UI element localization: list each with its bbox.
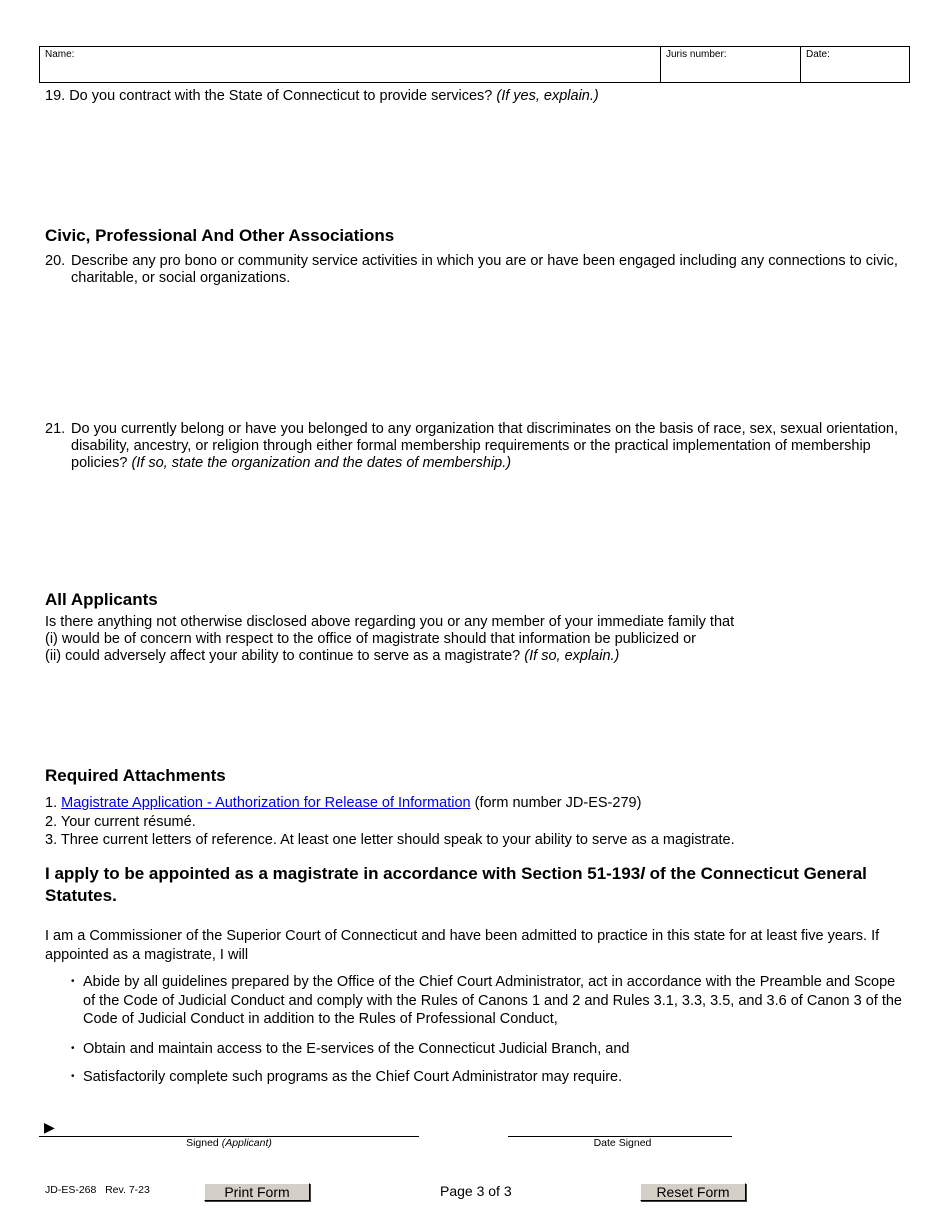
attachments-list [45,794,910,850]
all-applicants-line-3-wrap [45,648,910,665]
question-21 [45,421,910,472]
signature-field[interactable] [62,1112,419,1136]
page-number: Page 3 of 3 [440,1183,512,1199]
date-label: Date: [806,49,830,60]
answer-21-field[interactable] [39,477,910,583]
all-applicants-question [45,614,910,665]
question-21-number: 21. [45,421,66,437]
all-applicants-line-2: (i) would be of concern with respect to the office of magistrate should that information be publicized or [45,631,696,647]
civic-associations-heading: Civic, Professional And Other Associations [45,226,395,245]
question-19-text: Do you contract with the State of Connecticut to provide services? [69,88,493,104]
name-field[interactable] [40,47,661,82]
answer-20-field[interactable] [39,292,910,412]
question-20 [45,253,910,287]
declaration-bullet-1-text: Abide by all guidelines prepared by the Office of the Chief Court Administrator, act in accordance with the Preamble and Scope of the Code of Judicial Conduct and comply with the Rules of Canons 1 and 2 and Rules 3.1, 3.3, 3.5, and 3.6 of Canon 3 of the Code of Judicial Conduct in addition to the Rules of Professional Conduct, [83,974,902,1027]
all-applicants-note: (If so, explain.) [524,648,620,664]
attachment-item-2: 2. Your current résumé. [45,813,196,830]
question-20-text: Describe any pro bono or community service activities in which you are or have been engaged including any connections to civic, charitable, or social organizations. [71,253,898,286]
declaration-bullet-1 [71,973,910,1029]
question-21-note: (If so, state the organization and the dates of membership.) [131,455,512,471]
juris-number-label: Juris number: [666,49,727,60]
signature-arrow-icon: ▶ [44,1119,55,1135]
attachment-item-3: 3. Three current letters of reference. At least one letter should speak to your ability to serve as a magistrate. [45,832,735,848]
authorization-release-link[interactable]: Magistrate Application - Authorization for Release of Information [61,795,471,811]
question-21-body: Do you currently belong or have you belonged to any organization that discriminates on the basis of race, sex, sexual orientation, disability, ancestry, or religion through either formal membership requirements or the practical implementation of membership policies? [71,421,898,471]
date-signed-label: Date Signed [593,1137,652,1149]
question-21-text [45,421,910,472]
signed-note: (Applicant) [221,1137,272,1149]
attachment-item-1-suffix: (form number JD-ES-279) [474,795,642,811]
question-20-number: 20. [45,253,66,269]
juris-number-field[interactable] [661,47,801,82]
signature-caption [39,1137,419,1149]
declaration-heading-part-1: I apply to be appointed as a magistrate in accordance with Section 51-193 [45,864,641,883]
declaration-heading [45,863,910,907]
attachment-item-1 [45,794,910,813]
declaration-heading-part-2: of the Connecticut General Statutes. [45,864,867,905]
answer-all-applicants-field[interactable] [39,670,910,760]
date-field[interactable] [801,47,909,82]
header-fields-box [39,46,910,83]
required-attachments-heading: Required Attachments [45,766,226,785]
question-19-note: (If yes, explain.) [496,88,599,104]
declaration-bullet-3-text: Satisfactorily complete such programs as the Chief Court Administrator may require. [83,1069,623,1085]
declaration-bullet-3 [71,1068,910,1087]
declaration-bullet-2 [71,1040,910,1059]
bullet-dot-icon: • [71,1071,75,1082]
name-label: Name: [45,49,75,60]
declaration-intro: I am a Commissioner of the Superior Court of Connecticut and have been admitted to practice in this state for at least five years. If appointed as a magistrate, I will [45,928,880,963]
question-19 [45,88,599,105]
reset-form-button[interactable]: Reset Form [640,1183,746,1201]
bullet-dot-icon: • [71,976,75,987]
all-applicants-line-3: (ii) could adversely affect your ability to continue to serve as a magistrate? [45,648,521,664]
answer-19-field[interactable] [39,108,910,220]
bullet-dot-icon: • [71,1043,75,1054]
attachment-item-1-number: 1. [45,795,58,811]
form-id: JD-ES-268 Rev. 7-23 [45,1184,150,1196]
declaration-heading-italic: l [640,864,645,883]
signed-label: Signed [186,1137,219,1149]
all-applicants-heading: All Applicants [45,590,158,609]
print-form-button[interactable]: Print Form [204,1183,310,1201]
declaration-bullet-2-text: Obtain and maintain access to the E-services of the Connecticut Judicial Branch, and [83,1041,630,1057]
all-applicants-line-1: Is there anything not otherwise disclosed above regarding you or any member of your immediate family that [45,614,735,630]
date-signed-field[interactable] [508,1112,732,1136]
question-19-number: 19. [45,88,66,104]
